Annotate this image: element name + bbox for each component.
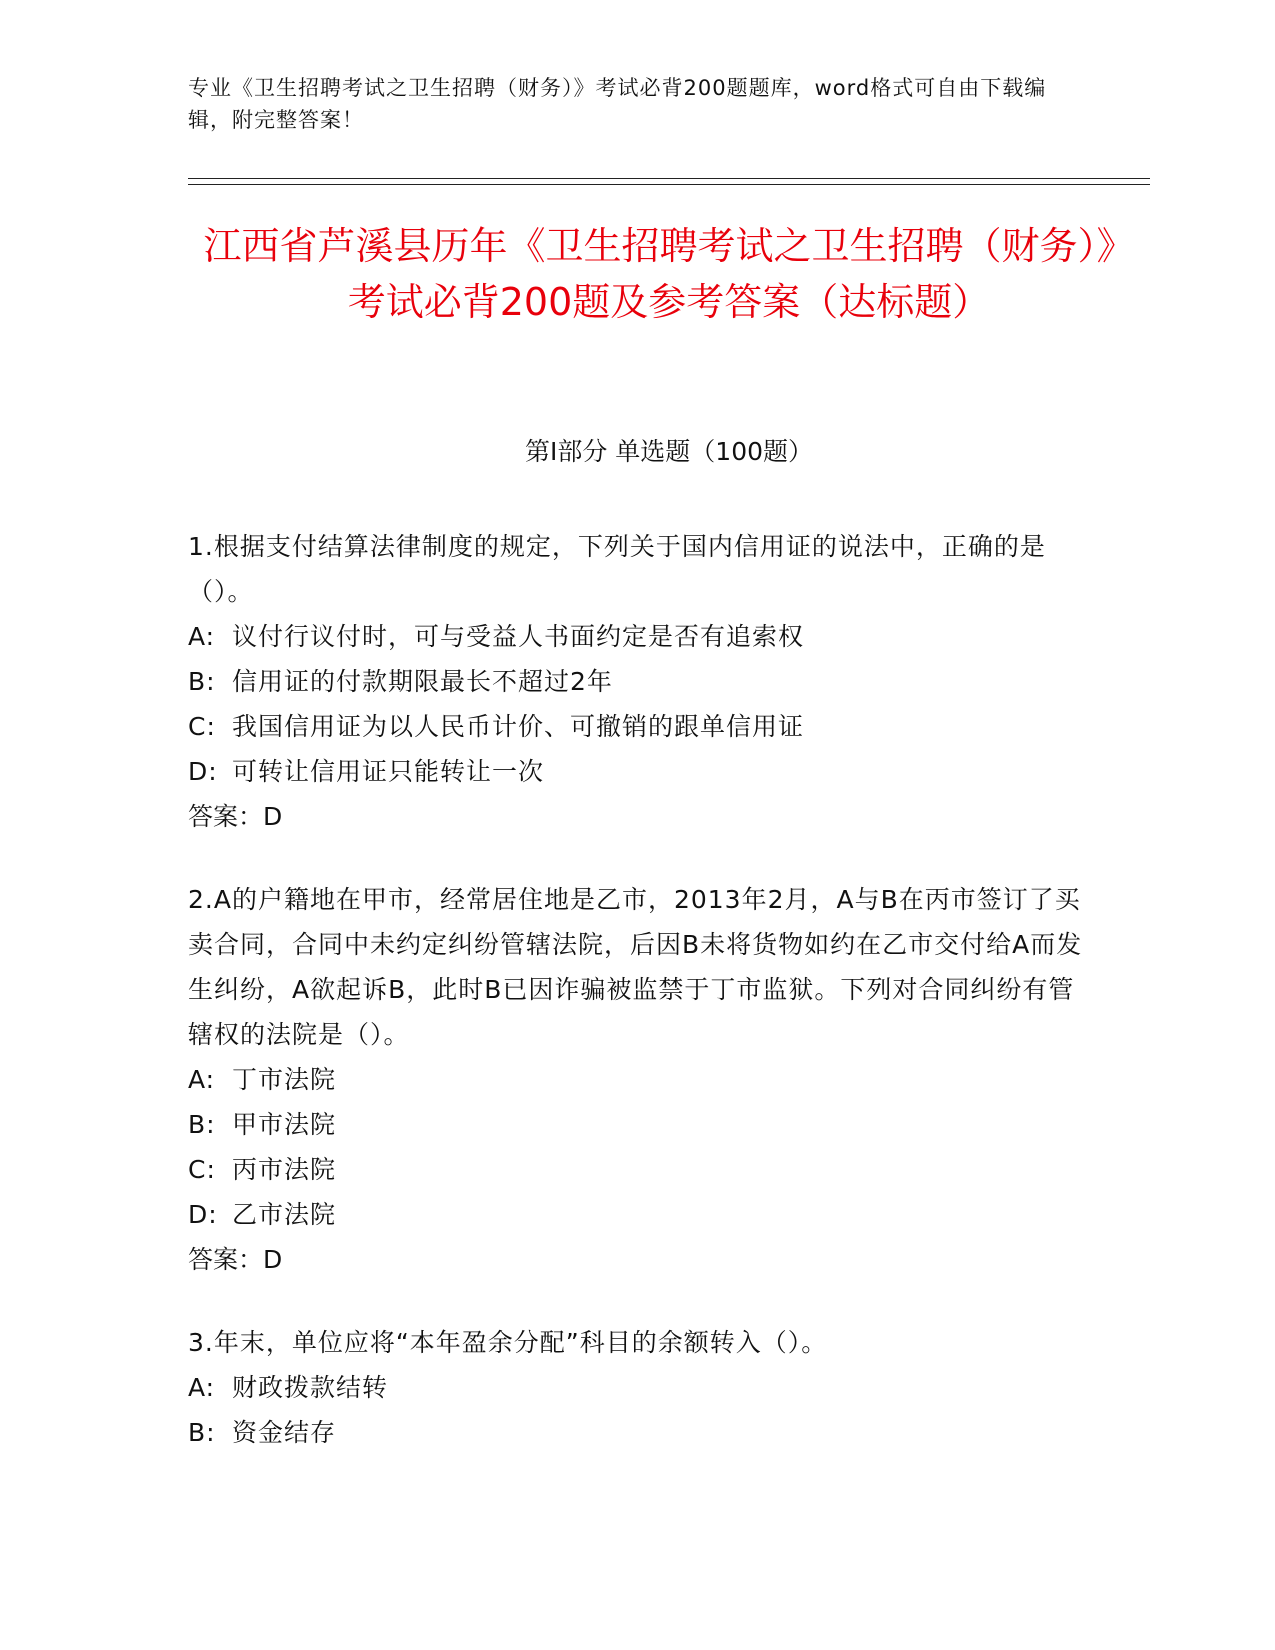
question-stem: 2.A的户籍地在甲市，经常居住地是乙市，2013年2月，A与B在丙市签订了买卖合同，合同中未约定纠纷管辖法院，后因B未将货物如约在乙市交付给A而发生纠纷，A欲起诉B，此时B已因诈骗被监禁于丁市监狱。下列对合同纠纷有管辖权的法院是（）。	[188, 885, 1083, 1049]
option-text: 丁市法院	[232, 1065, 337, 1094]
question-stem: 1.根据支付结算法律制度的规定，下列关于国内信用证的说法中，正确的是（）。	[188, 532, 1046, 606]
document-title: 江西省芦溪县历年《卫生招聘考试之卫生招聘（财务）》考试必背200题及参考答案（达标题）	[203, 224, 1135, 324]
option-d	[188, 1192, 1088, 1237]
option-c	[188, 1147, 1088, 1192]
header-divider-bottom	[188, 184, 1150, 185]
option-letter: A:	[188, 622, 216, 651]
question-2	[188, 877, 1088, 1282]
answer-line: 答案：D	[188, 1245, 283, 1274]
option-letter: C:	[188, 1155, 216, 1184]
option-text: 信用证的付款期限最长不超过2年	[232, 667, 613, 696]
option-b	[188, 1410, 1088, 1455]
option-text: 资金结存	[232, 1418, 337, 1447]
option-a	[188, 1365, 1088, 1410]
option-letter: D:	[188, 1200, 218, 1229]
option-text: 我国信用证为以人民币计价、可撤销的跟单信用证	[232, 712, 805, 741]
option-letter: D:	[188, 757, 218, 786]
option-letter: B:	[188, 1110, 216, 1139]
option-letter: A:	[188, 1065, 216, 1094]
section-title: 第Ⅰ部分 单选题（100题）	[524, 437, 814, 466]
option-d	[188, 749, 1088, 794]
header-divider-top	[188, 178, 1150, 179]
option-b	[188, 659, 1088, 704]
option-letter: B:	[188, 1418, 216, 1447]
option-letter: B:	[188, 667, 216, 696]
header-note: 专业《卫生招聘考试之卫生招聘（财务）》考试必背200题题库，word格式可自由下载编辑，附完整答案！	[188, 76, 1047, 132]
option-text: 可转让信用证只能转让一次	[232, 757, 545, 786]
option-letter: C:	[188, 712, 216, 741]
option-b	[188, 1102, 1088, 1147]
option-a	[188, 1057, 1088, 1102]
option-letter: A:	[188, 1373, 216, 1402]
option-text: 甲市法院	[232, 1110, 337, 1139]
option-text: 乙市法院	[232, 1200, 337, 1229]
option-text: 财政拨款结转	[232, 1373, 389, 1402]
option-text: 议付行议付时，可与受益人书面约定是否有追索权	[232, 622, 805, 651]
question-1	[188, 524, 1088, 839]
answer-line: 答案：D	[188, 802, 283, 831]
question-list	[188, 524, 1088, 1493]
question-3	[188, 1320, 1088, 1455]
option-a	[188, 614, 1088, 659]
option-text: 丙市法院	[232, 1155, 337, 1184]
option-c	[188, 704, 1088, 749]
question-stem: 3.年末，单位应将“本年盈余分配”科目的余额转入（）。	[188, 1328, 828, 1357]
